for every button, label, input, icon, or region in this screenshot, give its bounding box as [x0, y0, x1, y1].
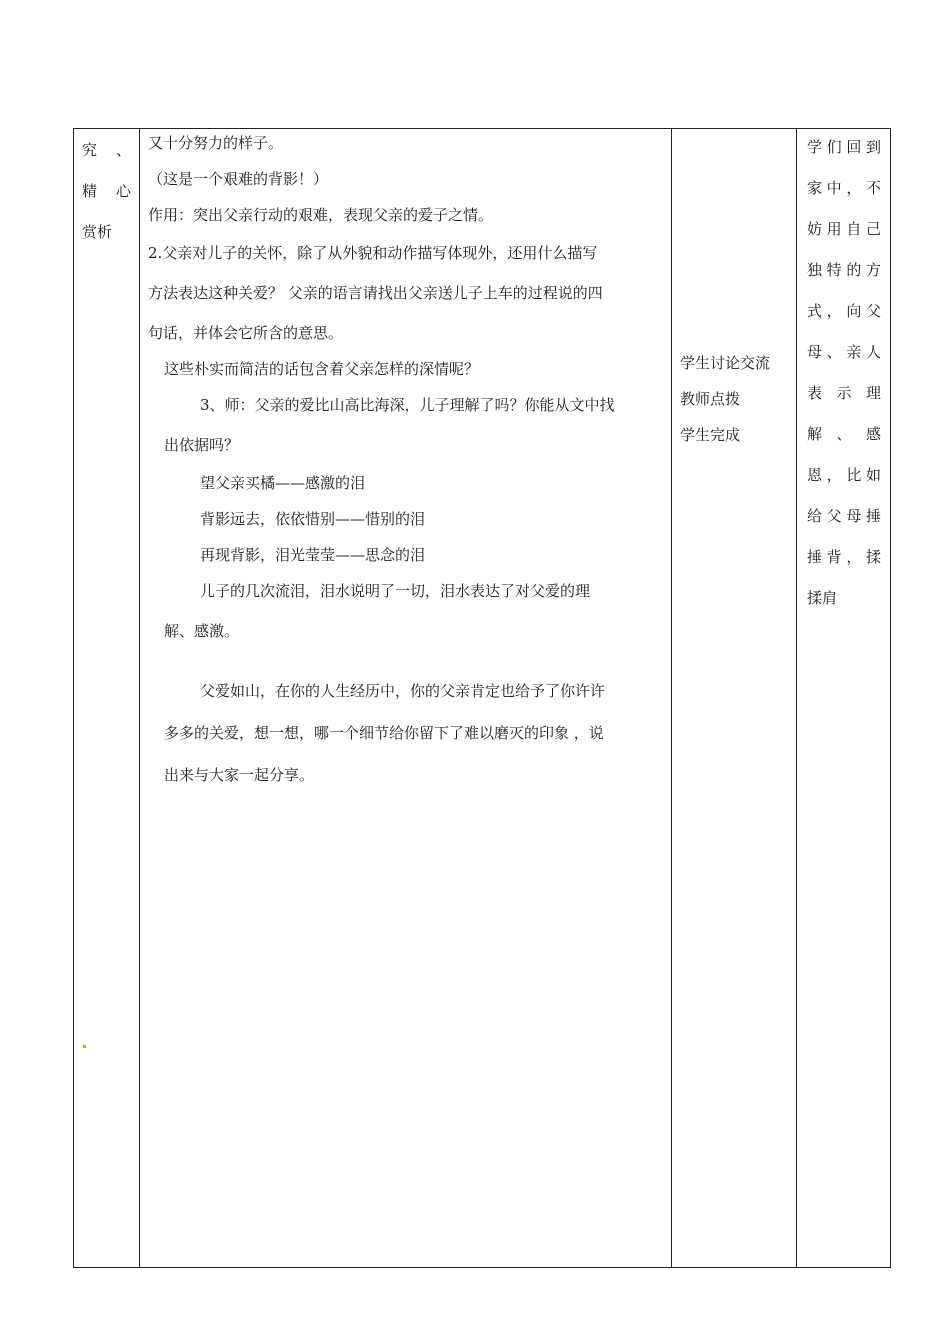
- intent-line: 表 示 理: [807, 384, 881, 402]
- intent-line: 式，向父: [807, 302, 881, 320]
- content-line: 作用：突出父亲行动的艰难，表现父亲的爱子之情。: [148, 206, 494, 224]
- stage-line: 赏析: [82, 223, 113, 241]
- content-line: 背影远去，依依惜别——惜别的泪: [200, 510, 426, 528]
- activity-line: 教师点拨: [680, 390, 741, 408]
- intent-cell: [797, 129, 891, 1267]
- stage-line: 究 、: [82, 141, 131, 159]
- intent-line: 母、亲人: [807, 343, 881, 361]
- content-line: 出依据吗？: [164, 436, 240, 454]
- content-line: 2.父亲对儿子的关怀，除了从外貌和动作描写体现外，还用什么描写: [148, 244, 598, 262]
- content-line: 再现背影，泪光莹莹——思念的泪: [200, 546, 426, 564]
- content-line: 出来与大家一起分享。: [164, 766, 315, 784]
- content-line: 父爱如山，在你的人生经历中，你的父亲肯定也给予了你许许: [200, 682, 606, 700]
- content-line: 3、师：父亲的爱比山高比海深，儿子理解了吗？你能从文中找: [200, 396, 615, 414]
- stray-mark: [83, 1045, 86, 1048]
- intent-line: 解 、 感: [807, 425, 881, 443]
- lesson-table: [73, 128, 891, 1268]
- activity-cell: [672, 129, 796, 1267]
- stage-line: 精 心: [82, 182, 131, 200]
- content-line: 儿子的几次流泪，泪水说明了一切，泪水表达了对父爱的理: [200, 582, 591, 600]
- content-line: 望父亲买橘——感激的泪: [200, 474, 366, 492]
- content-line: 多多的关爱，想一想，哪一个细节给你留下了难以磨灭的印象 ，说: [164, 724, 604, 742]
- activity-line: 学生完成: [680, 426, 741, 444]
- content-line: 又十分努力的样子。: [148, 134, 284, 152]
- intent-line: 恩，比如: [807, 466, 881, 484]
- content-line: 解、感激。: [164, 622, 240, 640]
- stage-cell: [74, 129, 139, 1267]
- intent-line: 学们回到: [807, 138, 881, 156]
- intent-line: 家中，不: [807, 179, 881, 197]
- intent-line: 独特的方: [807, 261, 881, 279]
- content-cell: [140, 129, 671, 1267]
- content-line: 这些朴实而简洁的话包含着父亲怎样的深情呢？: [164, 360, 480, 378]
- intent-line: 捶背，揉: [807, 548, 881, 566]
- content-line: 句话，并体会它所含的意思。: [148, 324, 344, 342]
- intent-line: 揉肩: [807, 589, 838, 607]
- intent-line: 妨用自己: [807, 220, 881, 238]
- activity-line: 学生讨论交流: [680, 354, 771, 372]
- intent-line: 给父母捶: [807, 507, 881, 525]
- content-line: （这是一个艰难的背影！）: [148, 170, 329, 188]
- content-line: 方法表达这种关爱？ 父亲的语言请找出父亲送儿子上车的过程说的四: [148, 284, 603, 302]
